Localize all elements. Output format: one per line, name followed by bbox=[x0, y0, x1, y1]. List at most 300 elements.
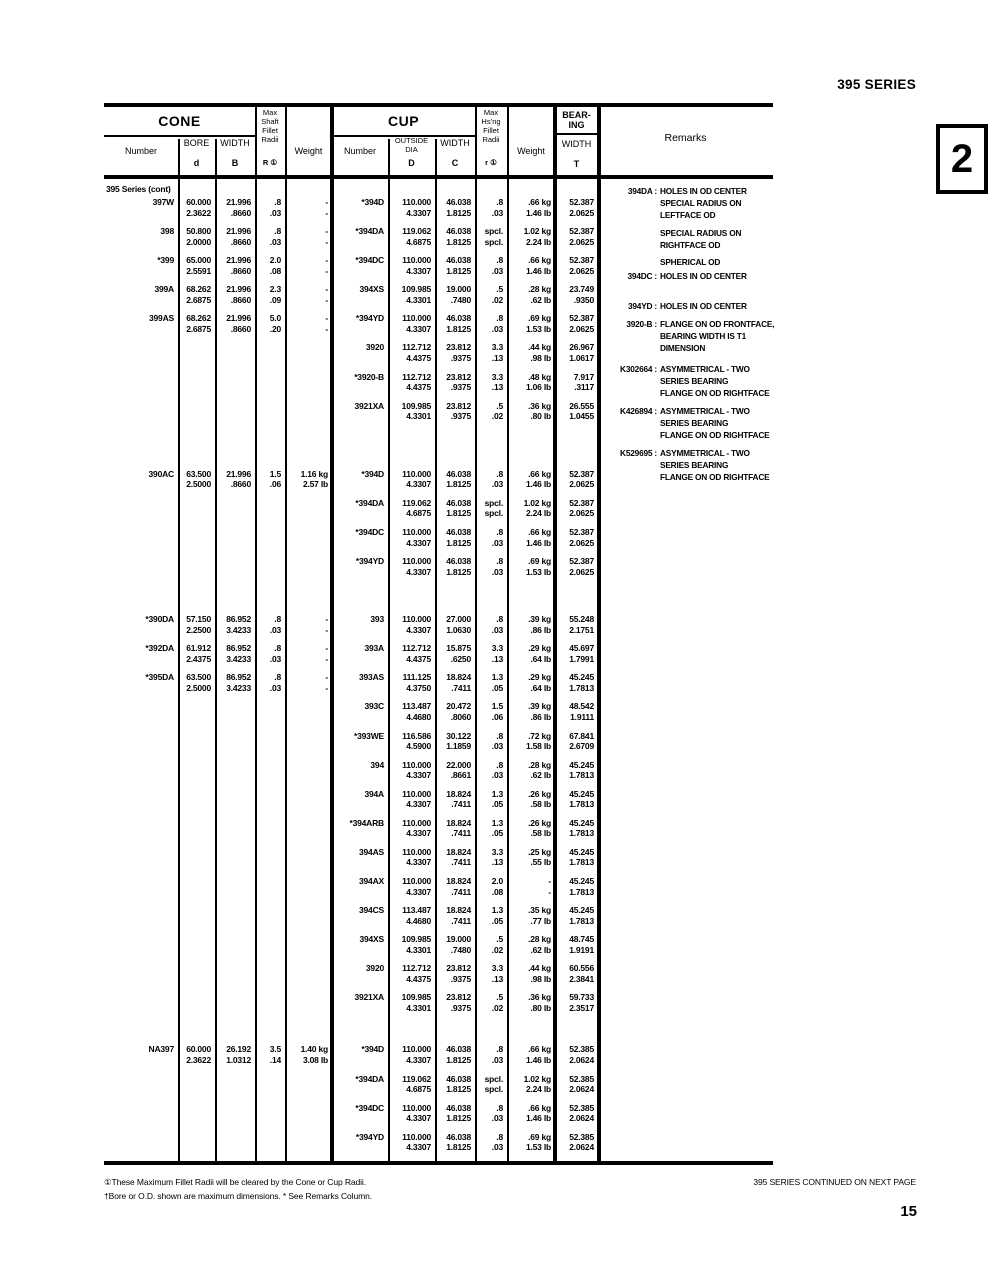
cone-bore: 60.000 2.3622 bbox=[186, 1044, 211, 1066]
cone-shaft-fillet-radii bbox=[255, 1132, 285, 1161]
remark-entry bbox=[602, 405, 773, 441]
cone-width bbox=[215, 905, 255, 934]
cone-number: *392DA bbox=[145, 643, 174, 654]
cup-weight-header: Weight bbox=[517, 146, 545, 156]
cup-width: 22.000 .8661 bbox=[446, 759, 471, 781]
cup-width: 46.038 1.8125 bbox=[446, 1131, 471, 1153]
cup-number: 394CS bbox=[359, 905, 384, 916]
cone-bore bbox=[178, 372, 215, 401]
table-row bbox=[104, 876, 773, 905]
table-row bbox=[104, 1103, 773, 1132]
cup-number: 393 bbox=[370, 614, 384, 625]
cone-weight bbox=[285, 342, 332, 371]
cone-weight: - - bbox=[325, 255, 328, 276]
cone-shaft-fillet-radii bbox=[255, 934, 285, 963]
cup-outside-dia: 119.062 4.6875 bbox=[402, 497, 431, 519]
bearing-width: 52.387 2.0625 bbox=[569, 255, 594, 276]
cone-bore: 50.800 2.0000 bbox=[186, 226, 211, 247]
page-number: 15 bbox=[900, 1203, 917, 1220]
cone-weight: 1.40 kg 3.08 lb bbox=[300, 1044, 328, 1066]
cup-width: 20.472 .8060 bbox=[446, 701, 471, 722]
cone-width: 21.996 .8660 bbox=[226, 313, 251, 334]
remark-entry bbox=[602, 256, 773, 268]
cone-weight bbox=[285, 556, 332, 585]
bearing-width: 52.385 2.0624 bbox=[569, 1044, 594, 1066]
remark-part-number: 394DA : bbox=[627, 186, 657, 196]
cup-outside-dia: 110.000 4.3307 bbox=[402, 875, 431, 897]
hsng-radii-line: Hs’ng bbox=[481, 117, 501, 126]
cup-hsng-fillet-radii: 1.3 .05 bbox=[491, 788, 503, 810]
cone-shaft-fillet-radii: 1.5 .06 bbox=[269, 468, 281, 490]
cup-hsng-fillet-radii: .8 .03 bbox=[491, 730, 503, 752]
remark-entry bbox=[602, 300, 773, 312]
bearing-width: 52.387 2.0625 bbox=[569, 497, 594, 519]
cone-weight bbox=[285, 498, 332, 527]
cup-hsng-fillet-radii: .8 .03 bbox=[491, 313, 503, 334]
cone-width bbox=[215, 1103, 255, 1132]
cup-hsng-fillet-radii: .5 .02 bbox=[491, 992, 503, 1013]
hsng-radii-line: Max bbox=[483, 108, 499, 117]
cup-number: *394D bbox=[361, 197, 384, 207]
cup-weight: .66 kg 1.46 lb bbox=[525, 468, 551, 490]
remark-text bbox=[660, 405, 773, 441]
remark-text-line: ASYMMETRICAL - TWO bbox=[660, 406, 750, 416]
cup-number: *394DA bbox=[355, 226, 384, 237]
cup-number: *394ARB bbox=[349, 817, 384, 828]
bearing-width-symbol: T bbox=[573, 159, 580, 169]
cone-shaft-fillet-radii bbox=[255, 905, 285, 934]
cone-bore: 57.150 2.2500 bbox=[186, 614, 211, 635]
cone-width: 26.192 1.0312 bbox=[226, 1044, 251, 1066]
cone-number bbox=[104, 701, 178, 730]
cone-number bbox=[104, 818, 178, 847]
cup-width: 23.812 .9375 bbox=[446, 992, 471, 1013]
cup-number: *394D bbox=[361, 1044, 384, 1055]
cone-number bbox=[104, 1074, 178, 1103]
cone-shaft-fillet-radii: .8 .03 bbox=[269, 643, 281, 664]
cup-width: 46.038 1.8125 bbox=[446, 1073, 471, 1095]
bearing-width: 48.542 1.9111 bbox=[569, 701, 594, 722]
table-row bbox=[104, 556, 773, 585]
cone-width-header: WIDTH bbox=[220, 138, 250, 148]
remark-text-line: SERIES BEARING bbox=[660, 376, 729, 386]
remark-text-line: BEARING WIDTH IS T1 bbox=[660, 331, 747, 341]
cone-weight bbox=[285, 1074, 332, 1103]
bearing-width: 52.385 2.0624 bbox=[569, 1073, 594, 1095]
bearing-width: 67.841 2.6709 bbox=[569, 730, 594, 752]
cone-bore bbox=[178, 342, 215, 371]
cone-weight bbox=[285, 731, 332, 760]
bearing-width: 45.245 1.7813 bbox=[569, 817, 594, 839]
cone-width bbox=[215, 818, 255, 847]
cup-outside-dia: 113.487 4.4680 bbox=[402, 701, 431, 722]
cup-hsng-fillet-radii: 1.3 .05 bbox=[491, 905, 503, 926]
cone-weight bbox=[285, 760, 332, 789]
remark-text bbox=[660, 256, 773, 268]
cup-weight: .48 kg 1.06 lb bbox=[525, 371, 551, 393]
cone-bore bbox=[178, 789, 215, 818]
cup-outside-dia: 110.000 4.3307 bbox=[402, 526, 431, 548]
cup-number: 3921XA bbox=[354, 992, 384, 1003]
section-label: 395 Series (cont) bbox=[106, 184, 171, 194]
cup-outside-dia: 110.000 4.3307 bbox=[402, 1044, 431, 1066]
cup-weight: .29 kg .64 lb bbox=[528, 672, 551, 693]
bearing-width: 45.245 1.7813 bbox=[569, 759, 594, 781]
cup-outside-dia: 112.712 4.4375 bbox=[402, 342, 431, 364]
cone-shaft-fillet-radii bbox=[255, 876, 285, 905]
cone-shaft-fillet-radii bbox=[255, 731, 285, 760]
cone-number bbox=[104, 876, 178, 905]
cup-hsng-fillet-radii: .5 .02 bbox=[491, 400, 503, 422]
cone-bore bbox=[178, 731, 215, 760]
cone-shaft-fillet-radii bbox=[255, 372, 285, 401]
cone-shaft-fillet-radii bbox=[255, 498, 285, 527]
cone-bore bbox=[178, 963, 215, 992]
cone-number bbox=[104, 342, 178, 371]
cone-bore bbox=[178, 760, 215, 789]
cone-bore bbox=[178, 527, 215, 556]
cone-weight: - - bbox=[325, 643, 328, 664]
cup-number: 3920 bbox=[365, 342, 384, 353]
cone-number bbox=[104, 556, 178, 585]
bearing-width: 52.387 2.0625 bbox=[569, 526, 594, 548]
cone-width bbox=[215, 401, 255, 430]
cup-hsng-fillet-radii: spcl. spcl. bbox=[484, 226, 503, 247]
cup-width: 18.824 .7411 bbox=[446, 846, 471, 868]
cup-weight: .72 kg 1.58 lb bbox=[525, 730, 551, 752]
cone-number: 397W bbox=[152, 197, 174, 207]
cone-width bbox=[215, 992, 255, 1021]
cone-width bbox=[215, 701, 255, 730]
cup-weight: .25 kg .55 lb bbox=[528, 846, 551, 868]
cone-width-symbol: B bbox=[231, 158, 239, 168]
cup-outside-dia: 113.487 4.4680 bbox=[402, 905, 431, 926]
cup-outside-dia: 110.000 4.3307 bbox=[402, 255, 431, 276]
cone-shaft-fillet-radii bbox=[255, 701, 285, 730]
cone-weight bbox=[285, 992, 332, 1021]
cup-width: 18.824 .7411 bbox=[446, 672, 471, 693]
cup-width: 46.038 1.8125 bbox=[446, 255, 471, 276]
cone-width bbox=[215, 498, 255, 527]
remark-text bbox=[660, 270, 773, 282]
cone-bore-symbol: d bbox=[193, 158, 200, 168]
cone-bore bbox=[178, 992, 215, 1021]
bearing-width: 52.385 2.0624 bbox=[569, 1102, 594, 1124]
cup-hsng-fillet-radii: 2.0 .08 bbox=[491, 875, 503, 897]
cone-width bbox=[215, 963, 255, 992]
shaft-radii-header bbox=[255, 108, 285, 144]
cup-width: 46.038 1.8125 bbox=[446, 313, 471, 334]
cup-width: 19.000 .7480 bbox=[446, 284, 471, 305]
cone-weight bbox=[285, 701, 332, 730]
cup-weight: 1.02 kg 2.24 lb bbox=[523, 226, 551, 247]
bearing-width: 52.387 2.0625 bbox=[569, 313, 594, 334]
cup-hsng-fillet-radii: .8 .03 bbox=[491, 556, 503, 577]
cone-number bbox=[104, 731, 178, 760]
bearing-width: 26.555 1.0455 bbox=[569, 400, 594, 422]
chapter-tab-number: 2 bbox=[950, 137, 974, 181]
cup-weight: - - bbox=[548, 875, 551, 897]
cup-number: *394D bbox=[361, 468, 384, 479]
cup-weight: .26 kg .58 lb bbox=[528, 817, 551, 839]
cone-weight bbox=[285, 963, 332, 992]
cup-hsng-fillet-radii: 3.3 .13 bbox=[491, 643, 503, 664]
bearing-width: 45.697 1.7991 bbox=[569, 643, 594, 664]
cup-width: 46.038 1.8125 bbox=[446, 468, 471, 490]
shaft-radii-line: Fillet bbox=[262, 126, 278, 135]
footnote-fillet-radii: ①These Maximum Fillet Radii will be cleared by the Cone or Cup Radii. bbox=[104, 1177, 366, 1187]
cone-weight: - - bbox=[325, 313, 328, 334]
cup-weight: .44 kg .98 lb bbox=[528, 342, 551, 364]
cone-number: *395DA bbox=[145, 672, 174, 683]
cup-hsng-fillet-radii: .5 .02 bbox=[491, 934, 503, 955]
cup-hsng-fillet-radii: .8 .03 bbox=[491, 468, 503, 490]
cup-number: 393C bbox=[364, 701, 384, 712]
cone-number: NA397 bbox=[148, 1044, 174, 1055]
table-row bbox=[104, 1132, 773, 1161]
cup-outside-dia: 110.000 4.3307 bbox=[402, 846, 431, 868]
cup-number: *394DC bbox=[355, 526, 384, 537]
cup-od-line: OUTSIDE bbox=[394, 136, 429, 145]
table-header bbox=[104, 107, 773, 175]
remark-text-line: SERIES BEARING bbox=[660, 418, 729, 428]
page-title: 395 SERIES bbox=[837, 77, 916, 92]
cone-shaft-fillet-radii: .8 .03 bbox=[269, 226, 281, 247]
cone-shaft-fillet-radii bbox=[255, 992, 285, 1021]
continued-note: 395 SERIES CONTINUED ON NEXT PAGE bbox=[753, 1177, 916, 1187]
remark-text bbox=[660, 185, 773, 221]
cup-number: *394DA bbox=[355, 1073, 384, 1084]
cup-number: 394XS bbox=[359, 284, 384, 295]
cone-width bbox=[215, 1074, 255, 1103]
cone-number bbox=[104, 372, 178, 401]
table-row bbox=[104, 614, 773, 643]
cup-hsng-fillet-radii: 1.3 .05 bbox=[491, 672, 503, 693]
remark-text-line: HOLES IN OD CENTER bbox=[660, 301, 747, 311]
cone-width: 21.996 .8660 bbox=[226, 284, 251, 305]
bearing-width: 52.387 2.0625 bbox=[569, 226, 594, 247]
footnote-bore-od: †Bore or O.D. shown are maximum dimensions. * See Remarks Column. bbox=[104, 1191, 372, 1201]
cone-bore bbox=[178, 498, 215, 527]
cup-weight: .66 kg 1.46 lb bbox=[525, 526, 551, 548]
remark-text-line: FLANGE ON OD RIGHTFACE bbox=[660, 430, 770, 440]
cone-width bbox=[215, 527, 255, 556]
cone-shaft-fillet-radii: 3.5 .14 bbox=[269, 1044, 281, 1066]
cone-shaft-fillet-radii bbox=[255, 342, 285, 371]
remark-text-line: SPHERICAL OD bbox=[660, 257, 721, 267]
cone-width bbox=[215, 934, 255, 963]
cup-weight: .39 kg .86 lb bbox=[528, 701, 551, 722]
cup-width: 23.812 .9375 bbox=[446, 342, 471, 364]
cup-width: 30.122 1.1859 bbox=[446, 730, 471, 752]
cup-width: 19.000 .7480 bbox=[446, 934, 471, 955]
cup-hsng-fillet-radii: .8 .03 bbox=[491, 1131, 503, 1153]
cone-shaft-fillet-radii bbox=[255, 789, 285, 818]
cup-hsng-fillet-radii: spcl. spcl. bbox=[484, 1073, 503, 1095]
cup-width: 23.812 .9375 bbox=[446, 963, 471, 984]
cone-shaft-fillet-radii: 2.3 .09 bbox=[269, 284, 281, 305]
hsng-radii-line: Radii bbox=[482, 135, 500, 144]
cone-width bbox=[215, 342, 255, 371]
cone-weight bbox=[285, 847, 332, 876]
cone-number bbox=[104, 527, 178, 556]
cone-weight bbox=[285, 1103, 332, 1132]
cup-weight: .29 kg .64 lb bbox=[528, 643, 551, 664]
cup-number: *394DA bbox=[355, 497, 384, 508]
cup-number: 394XS bbox=[359, 934, 384, 945]
cone-number: 399AS bbox=[149, 313, 174, 324]
remark-text bbox=[660, 227, 773, 251]
cone-number: 390AC bbox=[148, 468, 174, 479]
cone-bore-header: BORE bbox=[183, 138, 210, 148]
remark-part-number: 394YD : bbox=[627, 301, 657, 311]
cup-outside-dia: 110.000 4.3307 bbox=[402, 313, 431, 334]
bearing-header bbox=[555, 110, 598, 130]
cone-number: 398 bbox=[160, 226, 174, 237]
cup-width: 46.038 1.8125 bbox=[446, 226, 471, 247]
cup-number: *394YD bbox=[355, 313, 384, 324]
remark-text-line: SPECIAL RADIUS ON bbox=[660, 228, 742, 238]
table-row bbox=[104, 1074, 773, 1103]
cone-bore: 65.000 2.5591 bbox=[186, 255, 211, 276]
bearing-width: 23.749 .9350 bbox=[569, 284, 594, 305]
remark-text-line: DIMENSION bbox=[660, 343, 706, 353]
shaft-radii-symbol: R ① bbox=[262, 158, 278, 167]
cup-number: 394A bbox=[364, 788, 384, 799]
cone-header: CONE bbox=[158, 113, 201, 129]
remarks-header: Remarks bbox=[664, 132, 707, 144]
remark-text bbox=[660, 447, 773, 483]
cup-hsng-fillet-radii: spcl. spcl. bbox=[484, 497, 503, 519]
cup-weight: .69 kg 1.53 lb bbox=[525, 1131, 551, 1153]
cone-number bbox=[104, 401, 178, 430]
bearing-width: 55.248 2.1751 bbox=[569, 614, 594, 635]
cone-shaft-fillet-radii bbox=[255, 818, 285, 847]
remark-entry bbox=[602, 363, 773, 399]
cup-width-header: WIDTH bbox=[440, 138, 470, 148]
remark-part-number: K529695 : bbox=[620, 448, 657, 458]
cup-number-header: Number bbox=[343, 146, 376, 156]
cone-width bbox=[215, 876, 255, 905]
cup-width: 15.875 .6250 bbox=[446, 643, 471, 664]
remark-text-line: SPECIAL RADIUS ON bbox=[660, 198, 742, 208]
cup-number: *393WE bbox=[354, 730, 384, 741]
cup-number: *394DC bbox=[355, 1102, 384, 1113]
cone-number bbox=[104, 1132, 178, 1161]
remark-text bbox=[660, 300, 773, 312]
cone-bore bbox=[178, 876, 215, 905]
cup-weight: .28 kg .62 lb bbox=[528, 934, 551, 955]
cone-weight: - - bbox=[325, 284, 328, 305]
cone-bore: 68.262 2.6875 bbox=[186, 313, 211, 334]
cone-shaft-fillet-radii bbox=[255, 963, 285, 992]
hsng-radii-header bbox=[475, 108, 507, 144]
bearing-width-header: WIDTH bbox=[561, 139, 592, 149]
bearing-width: 59.733 2.3517 bbox=[569, 992, 594, 1013]
cone-bore: 68.262 2.6875 bbox=[186, 284, 211, 305]
cup-number: 394AX bbox=[359, 875, 384, 886]
cup-hsng-fillet-radii: .8 .03 bbox=[491, 1044, 503, 1066]
remark-part-number: 3920-B : bbox=[626, 319, 657, 329]
bearing-width: 7.917 .3117 bbox=[573, 371, 594, 393]
cup-weight: .36 kg .80 lb bbox=[528, 400, 551, 422]
shaft-radii-line: Radii bbox=[261, 135, 279, 144]
cone-number bbox=[104, 934, 178, 963]
cup-outside-dia: 119.062 4.6875 bbox=[402, 226, 431, 247]
remark-entry bbox=[602, 227, 773, 251]
hsng-radii-line: Fillet bbox=[483, 126, 499, 135]
cup-hsng-fillet-radii: 3.3 .13 bbox=[491, 371, 503, 393]
cone-bore: 60.000 2.3622 bbox=[186, 197, 211, 218]
cone-weight-header: Weight bbox=[294, 146, 323, 156]
cup-hsng-fillet-radii: .8 .03 bbox=[491, 759, 503, 781]
bearing-width: 52.387 2.0625 bbox=[569, 468, 594, 490]
cone-weight bbox=[285, 934, 332, 963]
cup-od-header bbox=[388, 136, 435, 154]
cone-number: *399 bbox=[157, 255, 174, 266]
cup-outside-dia: 112.712 4.4375 bbox=[402, 643, 431, 664]
remark-text-line: ASYMMETRICAL - TWO bbox=[660, 364, 750, 374]
cup-hsng-fillet-radii: .8 .03 bbox=[491, 1102, 503, 1124]
cup-outside-dia: 110.000 4.3307 bbox=[402, 1131, 431, 1153]
cup-width: 46.038 1.8125 bbox=[446, 197, 471, 218]
cup-number: 393A bbox=[364, 643, 384, 654]
cup-width: 23.812 .9375 bbox=[446, 400, 471, 422]
cup-weight: .66 kg 1.46 lb bbox=[525, 1044, 551, 1066]
cup-hsng-fillet-radii: 3.3 .13 bbox=[491, 963, 503, 984]
bearing-width: 52.387 2.0625 bbox=[569, 556, 594, 577]
cup-hsng-fillet-radii: .5 .02 bbox=[491, 284, 503, 305]
cup-hsng-fillet-radii: .8 .03 bbox=[491, 614, 503, 635]
cup-weight: .66 kg 1.46 lb bbox=[525, 255, 551, 276]
cup-hsng-fillet-radii: .8 .03 bbox=[491, 197, 503, 218]
bearing-width: 52.387 2.0625 bbox=[569, 197, 594, 218]
cone-bore bbox=[178, 847, 215, 876]
cup-width: 18.824 .7411 bbox=[446, 875, 471, 897]
bearing-width: 48.745 1.9191 bbox=[569, 934, 594, 955]
cup-outside-dia: 110.000 4.3307 bbox=[402, 197, 431, 218]
remark-text-line: LEFTFACE OD bbox=[660, 210, 716, 220]
cup-weight: 1.02 kg 2.24 lb bbox=[523, 1073, 551, 1095]
cone-number bbox=[104, 905, 178, 934]
cone-bore bbox=[178, 556, 215, 585]
cone-shaft-fillet-radii: 2.0 .08 bbox=[269, 255, 281, 276]
chapter-tab bbox=[936, 124, 988, 194]
cup-outside-dia: 109.985 4.3301 bbox=[401, 400, 431, 422]
cone-bore bbox=[178, 1132, 215, 1161]
cone-width: 86.952 3.4233 bbox=[226, 643, 251, 664]
cone-weight: - - bbox=[325, 672, 328, 693]
cup-width: 23.812 .9375 bbox=[446, 371, 471, 393]
table-row bbox=[104, 847, 773, 876]
cup-hsng-fillet-radii: 1.3 .05 bbox=[491, 817, 503, 839]
cup-width: 46.038 1.8125 bbox=[446, 1102, 471, 1124]
table-row bbox=[104, 789, 773, 818]
table-row bbox=[104, 701, 773, 730]
cone-bore bbox=[178, 701, 215, 730]
cup-width: 18.824 .7411 bbox=[446, 817, 471, 839]
cup-hsng-fillet-radii: 3.3 .13 bbox=[491, 342, 503, 364]
bearing-width: 26.967 1.0617 bbox=[569, 342, 594, 364]
bearing-width: 52.385 2.0624 bbox=[569, 1131, 594, 1153]
cup-outside-dia: 110.000 4.3307 bbox=[402, 788, 431, 810]
cone-bore: 61.912 2.4375 bbox=[186, 643, 211, 664]
cup-outside-dia: 112.712 4.4375 bbox=[402, 963, 431, 984]
cone-weight bbox=[285, 789, 332, 818]
cone-width bbox=[215, 372, 255, 401]
cup-weight: .69 kg 1.53 lb bbox=[525, 313, 551, 334]
cone-number bbox=[104, 789, 178, 818]
